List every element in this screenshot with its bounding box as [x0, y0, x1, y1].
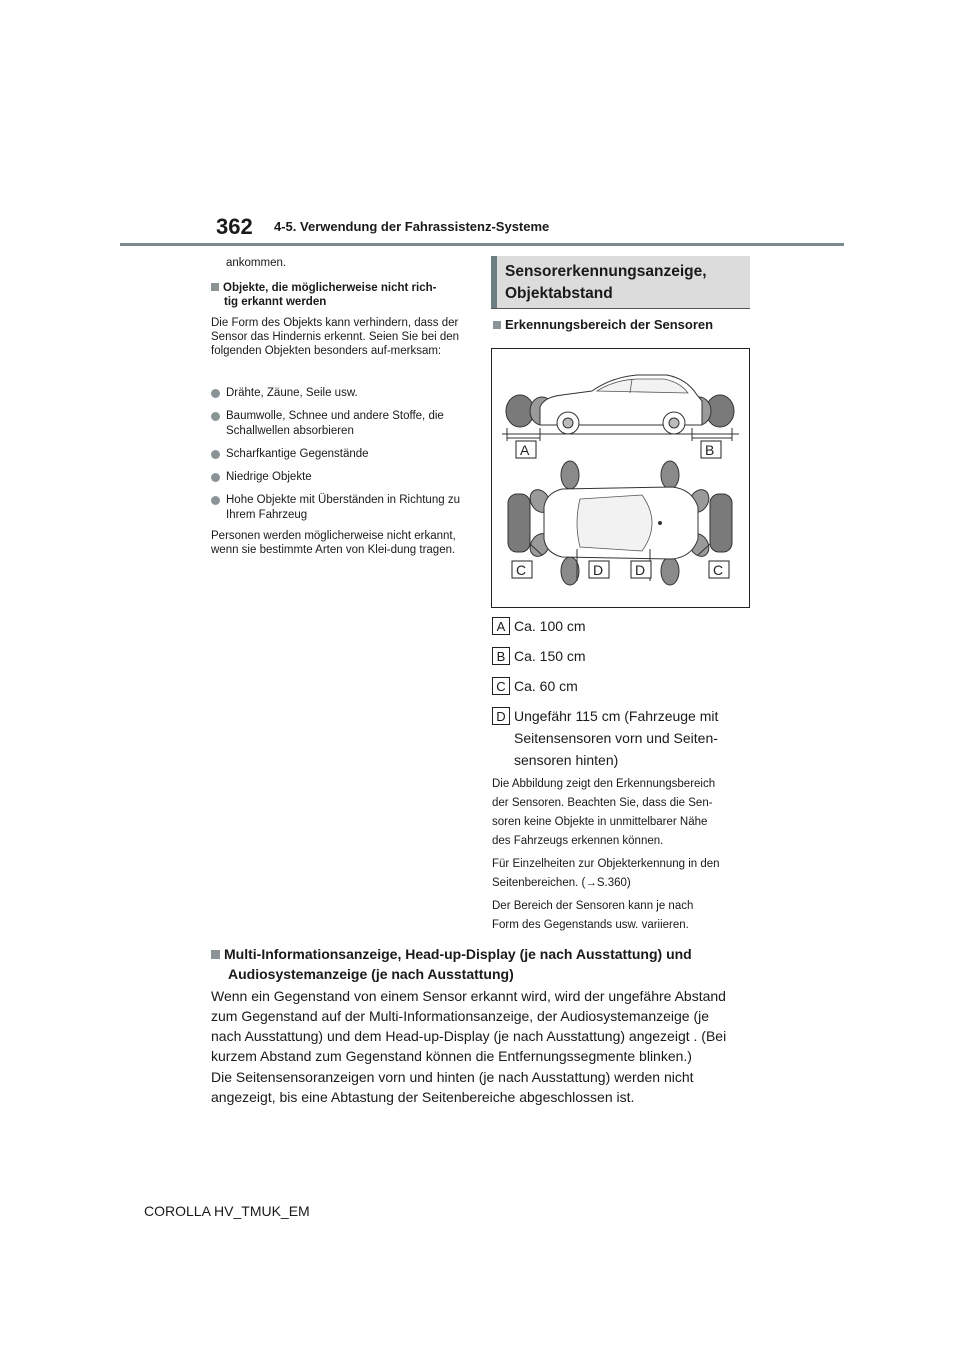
square-bullet-icon	[211, 283, 219, 291]
distance-item-c: C Ca. 60 cm	[492, 675, 578, 697]
section-title: 4-5. Verwendung der Fahrassistenz-Systeme	[274, 219, 550, 234]
svg-text:D: D	[593, 562, 604, 578]
label-d-icon	[589, 561, 609, 578]
list-item: Niedrige Objekte	[211, 470, 469, 485]
svg-text:C: C	[713, 562, 724, 578]
note-paragraph: Die Abbildung zeigt den Erkennungsbereich der Sensoren. Beachten Sie, dass die Sen- soren keine Objekte in unmittelbarer Nähe des Fahrzeugs erkennen können.	[492, 778, 716, 847]
distance-item-b: B Ca. 150 cm	[492, 645, 586, 667]
distance-item-d: D Ungefähr 115 cm (Fahrzeuge mit Seitensensoren vorn und Seiten- sensoren hinten)	[492, 705, 718, 771]
label-b-icon: B	[492, 647, 510, 665]
body-paragraph: Die Seitensensoranzeigen vorn und hinten (je nach Ausstattung) werden nicht angezeigt, bis eine Abtastung der Seitenbereiche abgeschlossen ist.	[211, 1069, 694, 1105]
banner-title-line2: Objektabstand	[505, 285, 613, 302]
page-number: 362	[216, 214, 253, 239]
side-view-car	[502, 375, 739, 441]
label-d-icon: D	[492, 707, 510, 725]
note-paragraph: Der Bereich der Sensoren kann je nach Form des Gegenstands usw. variieren.	[492, 900, 694, 931]
label-c-icon	[709, 561, 729, 578]
label-a-icon: A	[492, 617, 510, 635]
square-bullet-icon	[211, 950, 220, 959]
footer-model: COROLLA HV_TMUK_EM	[144, 1203, 310, 1219]
svg-text:C: C	[516, 562, 527, 578]
sensors-heading: Erkennungsbereich der Sensoren	[493, 317, 713, 332]
list-item: Hohe Objekte mit Überständen in Richtung zu Ihrem Fahrzeug	[211, 493, 469, 523]
sensor-range-illustration	[491, 348, 750, 608]
round-bullet-icon	[211, 412, 220, 421]
svg-text:B: B	[705, 442, 715, 458]
intro-paragraph: Die Form des Objekts kann verhindern, dass der Sensor das Hindernis erkennt. Seien Sie bei den folgenden Objekten besonders auf-merksam:	[211, 317, 460, 357]
square-bullet-icon	[493, 321, 501, 329]
banner-title-line1: Sensorerkennungsanzeige,	[505, 263, 707, 280]
note-paragraph: Für Einzelheiten zur Objekterkennung in den Seitenbereichen. (→S.360)	[492, 858, 720, 889]
round-bullet-icon	[211, 389, 220, 398]
label-c-icon: C	[492, 677, 510, 695]
label-b-icon	[701, 441, 721, 458]
list-item: Baumwolle, Schnee und andere Stoffe, die Schallwellen absorbieren	[211, 409, 469, 439]
list-item: Scharfkantige Gegenstände	[211, 447, 469, 462]
banner-rule	[491, 308, 750, 309]
label-c-icon	[512, 561, 532, 578]
body-paragraph: Wenn ein Gegenstand von einem Sensor erkannt wird, wird der ungefähre Abstand zum Gegenstand auf der Multi-Informationsanzeige, der Audiosystemanzeige (je nach Ausstattung) und dem Head-up-Display (je nach Ausstattung) angezeigt . (Bei kurzem Abstand zum Gegenstand können die Entfernungssegmente blinken.)	[211, 988, 727, 1064]
label-d-icon	[631, 561, 651, 578]
label-a-icon	[516, 441, 536, 458]
subhead-unrecognized-objects: Objekte, die möglicherweise nicht rich- tig erkannt werden	[211, 281, 469, 309]
outro-paragraph: Personen werden möglicherweise nicht erkannt, wenn sie bestimmte Arten von Klei-dung tragen.	[211, 530, 456, 556]
distance-item-a: A Ca. 100 cm	[492, 615, 586, 637]
round-bullet-icon	[211, 496, 220, 505]
header-rule	[120, 243, 844, 246]
display-heading: Multi-Informationsanzeige, Head-up-Display (je nach Ausstattung) und Audiosystemanzeige (je nach Ausstattung)	[211, 944, 771, 984]
section-banner	[491, 256, 750, 308]
round-bullet-icon	[211, 473, 220, 482]
svg-text:A: A	[520, 442, 530, 458]
svg-text:D: D	[635, 562, 646, 578]
top-view-car	[508, 461, 732, 585]
round-bullet-icon	[211, 450, 220, 459]
list-item: Drähte, Zäune, Seile usw.	[211, 386, 469, 401]
continuation-text: ankommen.	[226, 257, 287, 269]
